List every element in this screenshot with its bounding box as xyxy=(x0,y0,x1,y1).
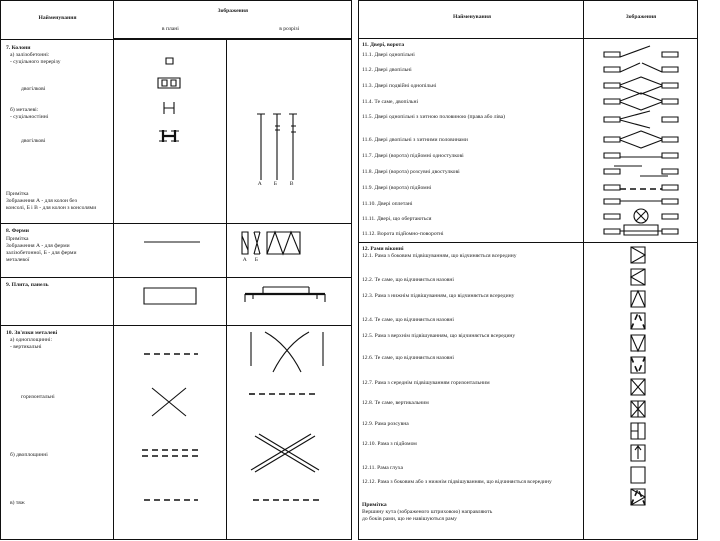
window-top-out-symbol xyxy=(631,357,645,373)
s11-item-4: 11.4. Те саме, двопільні xyxy=(362,99,418,105)
horizontal-bracing-plan xyxy=(152,388,186,416)
row9-plan xyxy=(114,278,226,326)
s12-item-5: 12.5. Рама з верхнім підвішуванням, що відчиняється всередину xyxy=(362,333,516,339)
slab-plan-symbol xyxy=(114,278,226,326)
s7-title: 7. Колони xyxy=(6,45,31,51)
door-symbols xyxy=(584,39,698,243)
s7-note-title: Примітка xyxy=(6,191,29,197)
s12-names xyxy=(359,243,584,540)
s11-names xyxy=(359,39,584,243)
double-bracing-section xyxy=(251,434,319,472)
vertical-bracing-section xyxy=(251,332,323,372)
slab-section-symbol xyxy=(227,278,352,326)
left-header-images-text: Зображення xyxy=(217,8,249,14)
door-double-single-symbol xyxy=(604,77,678,94)
left-header-name xyxy=(1,1,114,40)
right-page xyxy=(358,0,698,540)
s10-a2: горизонтальні xyxy=(21,394,55,400)
s12-item-7: 12.7. Рама з середнім підвішуванням горизонтальним xyxy=(362,380,490,386)
truss-b xyxy=(254,232,260,254)
s12-symbols xyxy=(584,243,698,540)
row7-section xyxy=(226,40,351,224)
window-sliding-symbol xyxy=(631,423,645,439)
window-bottom-in-symbol xyxy=(631,291,645,307)
window-center-horizontal-symbol xyxy=(631,379,645,395)
s8-label-b: Б xyxy=(254,257,258,263)
s12-item-9: 12.9. Рама розсувна xyxy=(362,421,409,427)
s11-item-10: 11.10. Двері оплетані xyxy=(362,201,413,207)
s7-a1: - суцільного перерізу xyxy=(10,59,61,65)
column-section-symbols xyxy=(227,40,352,224)
s11-item-9: 11.9. Двері (ворота) підйомні xyxy=(362,185,432,191)
right-header-images-text: Зображення xyxy=(625,14,657,20)
s7-b: б) металеві: xyxy=(10,107,39,113)
s10-a1: - вертикальні xyxy=(10,344,42,350)
s7-label-c: В xyxy=(289,181,294,187)
s12-item-1: 12.1. Рама з боковим підвішуванням, що відчиняється всередину xyxy=(362,253,517,259)
door-sliding-double-symbol xyxy=(604,166,678,176)
row8-name xyxy=(1,224,114,278)
window-symbols xyxy=(584,243,698,541)
column-b xyxy=(273,114,281,180)
column-c xyxy=(289,114,297,180)
s8-note-2: залізобетонної, Б - для ферми xyxy=(6,250,77,256)
window-combined-symbol xyxy=(631,489,645,505)
s8-note-title: Примітка xyxy=(6,236,29,242)
bracing-section-symbols xyxy=(227,326,352,541)
right-table xyxy=(358,0,698,540)
s12-title: 12. Рами віконні xyxy=(362,246,404,252)
row9-name xyxy=(1,278,114,326)
s7-note-2: консолі, Б і В - для колон з консолями xyxy=(6,205,97,211)
s12-item-12: 12.12. Рама з боковим або з нижнім підвішуванням, що відчиняється всередину xyxy=(362,479,552,485)
bracing-plan-symbols xyxy=(114,326,226,541)
s10-b: б) двоплощинні xyxy=(10,452,48,458)
door-swing-symbol xyxy=(604,111,678,128)
s8-note-1: Зображення А - для ферми xyxy=(6,243,70,249)
s11-item-6: 11.6. Двері двопільні з хитними половинами xyxy=(362,137,468,143)
s7-a2: двогілкові xyxy=(21,86,46,92)
window-side-in-symbol xyxy=(631,247,645,263)
s7-a: а) залізобетонні: xyxy=(10,52,50,58)
s12-item-8: 12.8. Те саме, вертикальним xyxy=(362,400,429,406)
window-top-in-symbol xyxy=(631,335,645,351)
door-lift-single-symbol xyxy=(604,153,678,158)
s7-b2: двогілкові xyxy=(21,138,46,144)
steel-twin-column-symbol xyxy=(163,130,175,142)
window-fixed-symbol xyxy=(631,467,645,483)
s9-title: 9. Плита, панель xyxy=(6,282,49,288)
row7-name xyxy=(1,40,114,224)
door-revolving-symbol xyxy=(604,209,678,223)
s7-note-1: Зображення А - для колон без xyxy=(6,198,77,204)
s12-item-3: 12.3. Рама з нижнім підвішуванням, що відчиняється всередину xyxy=(362,293,515,299)
s7-label-b: Б xyxy=(273,181,277,187)
right-header-name xyxy=(359,1,584,39)
s10-c: в) тяж xyxy=(10,500,25,506)
row8-section xyxy=(226,224,351,278)
window-side-out-symbol xyxy=(631,269,645,285)
s12-item-6: 12.6. Те саме, що відчиняється назовні xyxy=(362,355,454,361)
right-header-name-text: Найменування xyxy=(453,14,491,20)
door-lift-symbol xyxy=(604,185,678,190)
door-double-symbol xyxy=(604,63,678,72)
double-bracing-plan xyxy=(142,450,200,456)
left-header-plan-text: в плані xyxy=(161,26,179,32)
row7-plan xyxy=(114,40,226,224)
rc-twin-column-symbol xyxy=(158,78,180,88)
s12-item-10: 12.10. Рама з підйомом xyxy=(362,441,417,447)
s12-note-2: до боків рами, що не навішуються раму xyxy=(362,516,457,522)
row10-plan xyxy=(114,326,226,540)
s12-item-11: 12.11. Рама глуха xyxy=(362,465,403,471)
door-single-symbol xyxy=(604,46,678,57)
left-header-name-text: Найменування xyxy=(38,15,77,21)
left-table xyxy=(0,0,352,540)
s11-item-5: 11.5. Двері однопільні з хитною половиною (права або ліва) xyxy=(362,114,506,120)
truss-section-symbols xyxy=(227,224,352,278)
s11-item-3: 11.3. Двері подвійні однопільні xyxy=(362,83,437,89)
door-swing-double-symbol xyxy=(604,131,678,148)
s10-title: 10. Зв'язки металеві xyxy=(6,330,58,336)
s12-note-title: Примітка xyxy=(362,502,387,508)
s11-item-7: 11.7. Двері (ворота) підйомні одностулкові xyxy=(362,153,464,159)
s7-label-a: А xyxy=(257,181,262,187)
row8-plan xyxy=(114,224,226,278)
column-a xyxy=(257,114,265,180)
s11-item-12: 11.12. Ворота підйомно-поворотні xyxy=(362,231,444,237)
gate-lift-swing-symbol xyxy=(604,225,678,235)
s8-label-a: А xyxy=(242,257,247,263)
s11-title: 11. Двері, ворота xyxy=(362,42,405,48)
s11-item-1: 11.1. Двері однопільні xyxy=(362,52,415,58)
s11-symbols xyxy=(584,39,698,243)
s11-item-2: 11.2. Двері двопільні xyxy=(362,67,412,73)
left-header-section-text: в розрізі xyxy=(279,26,300,32)
s10-a: а) одноплощинні: xyxy=(10,337,52,343)
door-braided-symbol xyxy=(604,199,678,204)
s12-item-2: 12.2. Те саме, що відчиняється назовні xyxy=(362,277,454,283)
s12-item-4: 12.4. Те саме, що відчиняється назовні xyxy=(362,317,454,323)
s11-item-11: 11.11. Двері, що обертаються xyxy=(362,216,432,222)
row10-name xyxy=(1,326,114,540)
truss-plan-symbol xyxy=(114,224,226,278)
row10-section xyxy=(226,326,351,540)
steel-solid-column-symbol xyxy=(164,102,174,114)
rc-solid-column-symbol xyxy=(166,58,173,64)
s12-note-1: Вершину кута (зображеного штриховою) направляють xyxy=(362,509,493,515)
door-double-leaf-symbol xyxy=(604,93,678,110)
window-center-vertical-symbol xyxy=(631,401,645,417)
left-page xyxy=(0,0,352,540)
truss-profile xyxy=(267,232,300,254)
window-bottom-out-symbol xyxy=(631,313,645,329)
s8-note-3: металевої xyxy=(6,257,30,263)
s8-title: 8. Ферми xyxy=(6,228,29,234)
s7-b1: - суцільностінні xyxy=(10,114,49,120)
window-lift-symbol xyxy=(631,445,645,461)
row9-section xyxy=(226,278,351,326)
right-header-images xyxy=(584,1,698,39)
column-plan-symbols xyxy=(114,40,226,224)
s11-item-8: 11.8. Двері (ворота) розсувні двостулкові xyxy=(362,169,460,175)
